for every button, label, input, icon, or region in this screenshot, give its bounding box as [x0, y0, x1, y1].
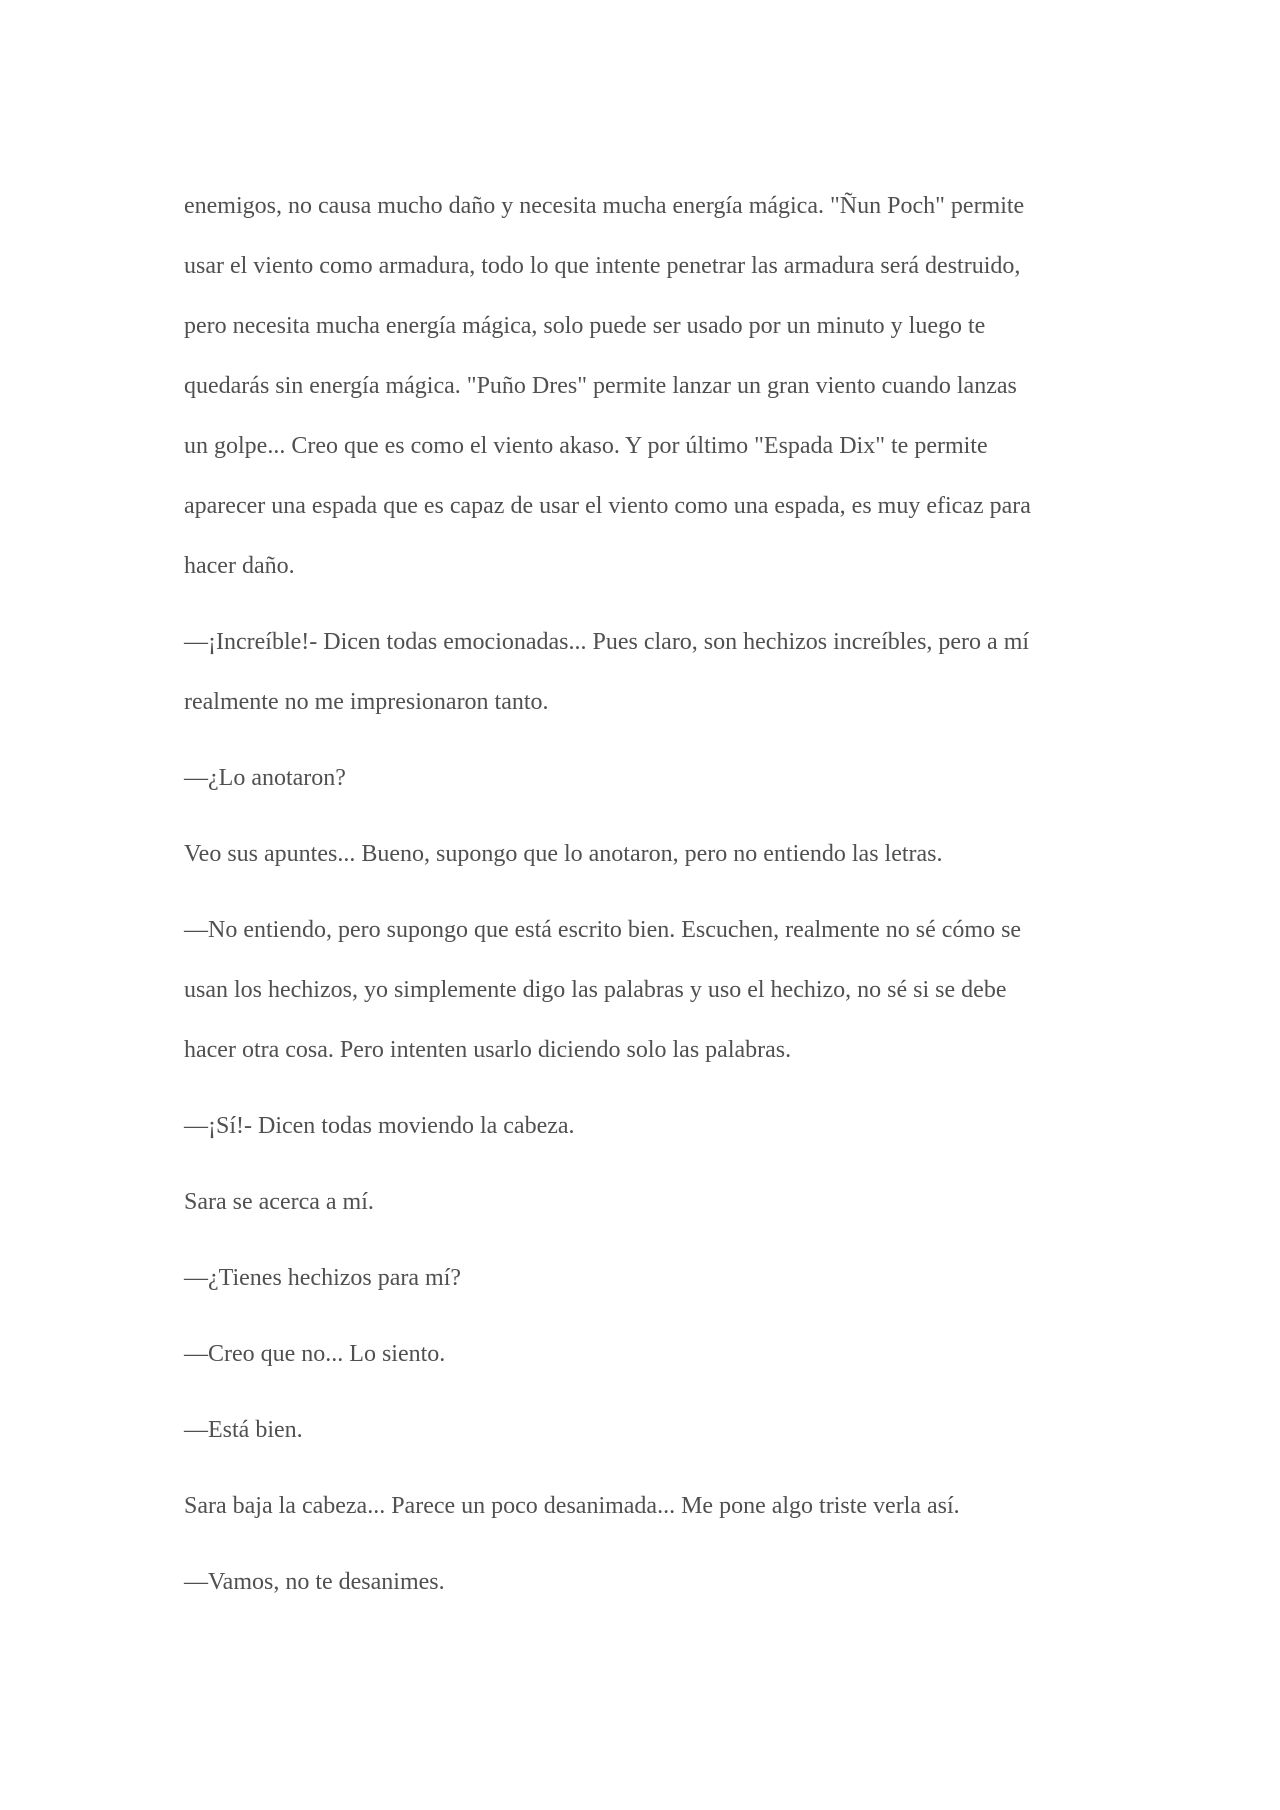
paragraph: [184, 176, 1104, 596]
text-line: aparecer una espada que es capaz de usar el viento como una espada, es muy eficaz para: [184, 493, 1031, 519]
text-line: —Está bien.: [184, 1417, 303, 1443]
text-line: —¿Lo anotaron?: [184, 765, 346, 791]
paragraph: [184, 1476, 1104, 1536]
text-line: quedarás sin energía mágica. "Puño Dres" permite lanzar un gran viento cuando lanzas: [184, 373, 1017, 399]
paragraph: [184, 1400, 1104, 1460]
text-line: Sara baja la cabeza... Parece un poco desanimada... Me pone algo triste verla así.: [184, 1493, 960, 1519]
document-page: [184, 176, 1104, 1628]
text-line: pero necesita mucha energía mágica, solo puede ser usado por un minuto y luego te: [184, 313, 986, 339]
text-line: hacer daño.: [184, 553, 295, 579]
text-line: —Vamos, no te desanimes.: [184, 1569, 445, 1595]
text-line: —No entiendo, pero supongo que está escrito bien. Escuchen, realmente no sé cómo se: [184, 917, 1022, 943]
text-line: enemigos, no causa mucho daño y necesita mucha energía mágica. "Ñun Poch" permite: [184, 193, 1025, 219]
text-line: —¡Increíble!- Dicen todas emocionadas... Pues claro, son hechizos increíbles, pero a mí: [184, 629, 1030, 655]
paragraph: [184, 612, 1104, 732]
paragraph: [184, 900, 1104, 1080]
paragraph: [184, 824, 1104, 884]
text-line: usan los hechizos, yo simplemente digo las palabras y uso el hechizo, no sé si se debe: [184, 977, 1007, 1003]
paragraph: [184, 1324, 1104, 1384]
text-line: —Creo que no... Lo siento.: [184, 1341, 446, 1367]
paragraph: [184, 748, 1104, 808]
text-line: Sara se acerca a mí.: [184, 1189, 374, 1215]
text-line: —¡Sí!- Dicen todas moviendo la cabeza.: [184, 1113, 575, 1139]
text-line: Veo sus apuntes... Bueno, supongo que lo anotaron, pero no entiendo las letras.: [184, 841, 943, 867]
text-line: hacer otra cosa. Pero intenten usarlo diciendo solo las palabras.: [184, 1037, 792, 1063]
text-line: usar el viento como armadura, todo lo que intente penetrar las armadura será destruido,: [184, 253, 1021, 279]
paragraph: [184, 1248, 1104, 1308]
text-line: un golpe... Creo que es como el viento akaso. Y por último "Espada Dix" te permite: [184, 433, 988, 459]
paragraph: [184, 1096, 1104, 1156]
text-line: —¿Tienes hechizos para mí?: [184, 1265, 462, 1291]
paragraph: [184, 1172, 1104, 1232]
text-line: realmente no me impresionaron tanto.: [184, 689, 549, 715]
paragraph: [184, 1552, 1104, 1612]
